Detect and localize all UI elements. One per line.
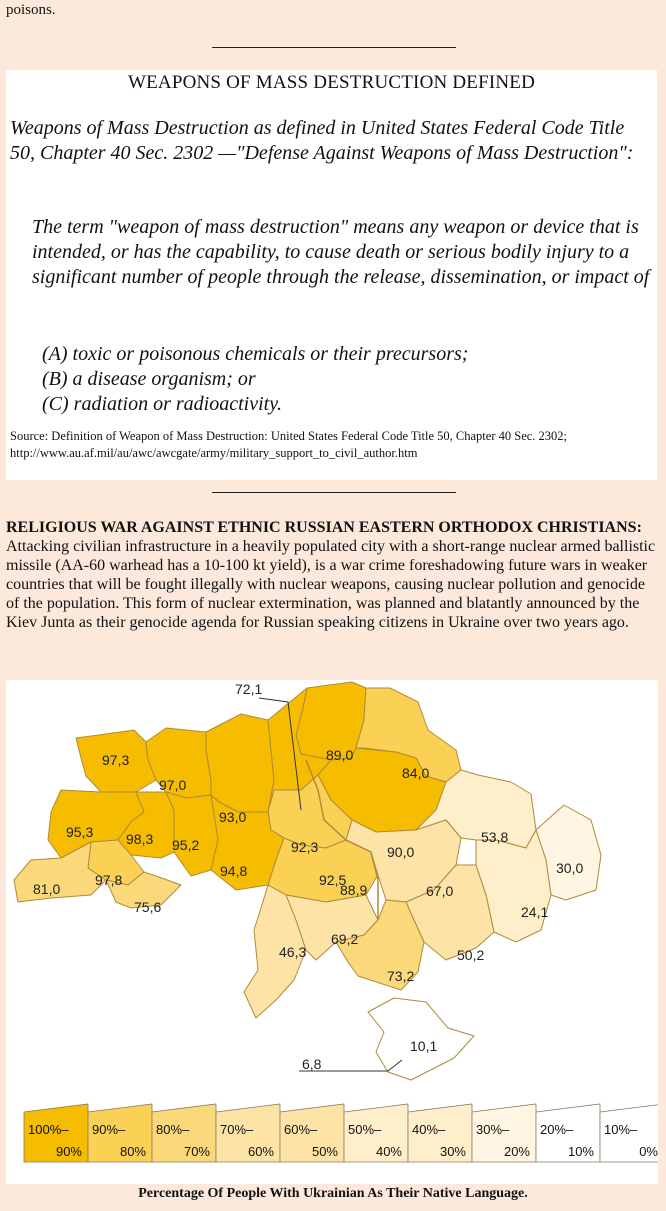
map-legend xyxy=(24,1104,658,1162)
legend-range-top: 40%– xyxy=(412,1122,446,1137)
legend-range-top: 20%– xyxy=(540,1122,574,1137)
article-body: Attacking civilian infrastructure in a heavily populated city with a short-range nuclear armed ballistic missile (AA-60 warhead has a 10-100 kt yield), is a war crime foreshadowing future wars in weaker countries that will be fought illegally with nuclear weapons, causing nuclear pollution and genocide of the population. This form of nuclear extermination, was planned and blatantly announced by the Kiev Junta as their genocide agenda for Russian speaking citizens in Ukraine over two years ago. xyxy=(6,538,656,631)
article-heading: RELIGIOUS WAR AGAINST ETHNIC RUSSIAN EASTERN ORTHODOX CHRISTIANS: xyxy=(6,519,642,536)
region-value-rivne: 97,0 xyxy=(159,777,187,793)
wmd-list-item: (A) toxic or poisonous chemicals or their precursors; xyxy=(42,343,469,365)
region-value-mykolaiv: 69,2 xyxy=(331,931,359,947)
legend-swatch xyxy=(216,1104,280,1162)
legend-swatch xyxy=(152,1104,216,1162)
region-value-volyn: 97,3 xyxy=(102,752,130,768)
region-value-kyiv-city: 72,1 xyxy=(235,681,263,697)
map-caption: Percentage Of People With Ukrainian As Their Native Language. xyxy=(138,1186,528,1201)
legend-range-top: 80%– xyxy=(156,1122,190,1137)
region-value-vinnytsia: 94,8 xyxy=(220,863,248,879)
legend-range-bottom: 80% xyxy=(119,1144,146,1159)
legend-range-bottom: 60% xyxy=(247,1144,274,1159)
region-value-dnipropetrovsk: 67,0 xyxy=(426,883,454,899)
region-value-chernihiv: 89,0 xyxy=(326,747,354,763)
legend-range-bottom: 0% xyxy=(639,1144,658,1159)
article-paragraph xyxy=(6,518,658,632)
region-value-sumy: 84,0 xyxy=(402,765,430,781)
region-value-kharkiv: 53,8 xyxy=(481,829,509,845)
legend-range-top: 10%– xyxy=(604,1122,638,1137)
region-value-zakarpattia: 81,0 xyxy=(33,881,61,897)
ukraine-language-map xyxy=(6,680,658,1184)
legend-range-bottom: 70% xyxy=(183,1144,210,1159)
legend-range-bottom: 90% xyxy=(55,1144,82,1159)
region-value-kirovohrad: 88,9 xyxy=(340,882,368,898)
wmd-list-item: (C) radiation or radioactivity. xyxy=(42,393,282,415)
legend-swatch xyxy=(600,1104,658,1162)
region-value-ivano-frankivsk: 97,8 xyxy=(95,872,123,888)
legend-range-bottom: 50% xyxy=(311,1144,338,1159)
legend-swatch xyxy=(472,1104,536,1162)
wmd-term-definition: The term "weapon of mass destruction" means any weapon or device that is intended, or has the capability, to cause death or serious bodily injury to a significant number of people through the release, dissemination, or impact of xyxy=(32,216,650,288)
region-value-donetsk: 24,1 xyxy=(521,904,549,920)
wmd-list xyxy=(42,342,642,417)
divider-top xyxy=(212,47,456,48)
legend-range-top: 30%– xyxy=(476,1122,510,1137)
region-value-kherson: 73,2 xyxy=(387,968,415,984)
region-value-chernivtsi: 75,6 xyxy=(134,899,162,915)
legend-range-bottom: 40% xyxy=(375,1144,402,1159)
legend-range-bottom: 10% xyxy=(567,1144,594,1159)
region-value-luhansk: 30,0 xyxy=(556,860,584,876)
region-value-poltava: 90,0 xyxy=(387,844,415,860)
legend-range-bottom: 20% xyxy=(503,1144,530,1159)
region-value-cherkasy: 92,5 xyxy=(319,872,347,888)
region-value-sevastopol: 6,8 xyxy=(302,1056,322,1072)
legend-range-top: 50%– xyxy=(348,1122,382,1137)
region-zhytomyr xyxy=(206,714,274,812)
wmd-title: WEAPONS OF MASS DESTRUCTION DEFINED xyxy=(127,72,536,93)
legend-swatch xyxy=(88,1104,152,1162)
region-value-zaporizhzhia: 50,2 xyxy=(457,947,485,963)
wmd-intro: Weapons of Mass Destruction as defined in United States Federal Code Title 50, Chapter 40 Sec. 2302 —"Defense Against Weapons of Mass Destruction": xyxy=(10,117,634,164)
intro-fragment: poisons. xyxy=(6,2,56,18)
legend-range-top: 90%– xyxy=(92,1122,126,1137)
region-value-ternopil: 98,3 xyxy=(126,831,154,847)
region-value-odesa: 46,3 xyxy=(279,944,307,960)
region-value-lviv: 95,3 xyxy=(66,824,94,840)
region-value-kyiv: 92,3 xyxy=(291,839,319,855)
region-value-crimea: 10,1 xyxy=(410,1038,438,1054)
legend-swatch xyxy=(24,1104,88,1162)
region-value-zhytomyr: 93,0 xyxy=(219,809,247,825)
wmd-source: Source: Definition of Weapon of Mass Destruction: United States Federal Code Title 50, Chapter 40 Sec. 2302; http://www.au.af.mil/au/awc/awcgate/army/military_support_to_civil_author.htm xyxy=(10,429,568,460)
legend-swatch xyxy=(344,1104,408,1162)
legend-range-top: 60%– xyxy=(284,1122,318,1137)
legend-range-top: 100%– xyxy=(28,1122,69,1137)
language-map-panel xyxy=(6,680,658,1184)
legend-swatch xyxy=(536,1104,600,1162)
region-value-khmelnytskyi: 95,2 xyxy=(172,837,200,853)
legend-swatch xyxy=(408,1104,472,1162)
legend-range-top: 70%– xyxy=(220,1122,254,1137)
legend-swatch xyxy=(280,1104,344,1162)
divider-bottom xyxy=(212,492,456,493)
wmd-list-item: (B) a disease organism; or xyxy=(42,368,256,390)
region-khmelnytskyi xyxy=(166,792,219,876)
legend-range-bottom: 30% xyxy=(439,1144,466,1159)
wmd-definition-box xyxy=(6,70,657,480)
